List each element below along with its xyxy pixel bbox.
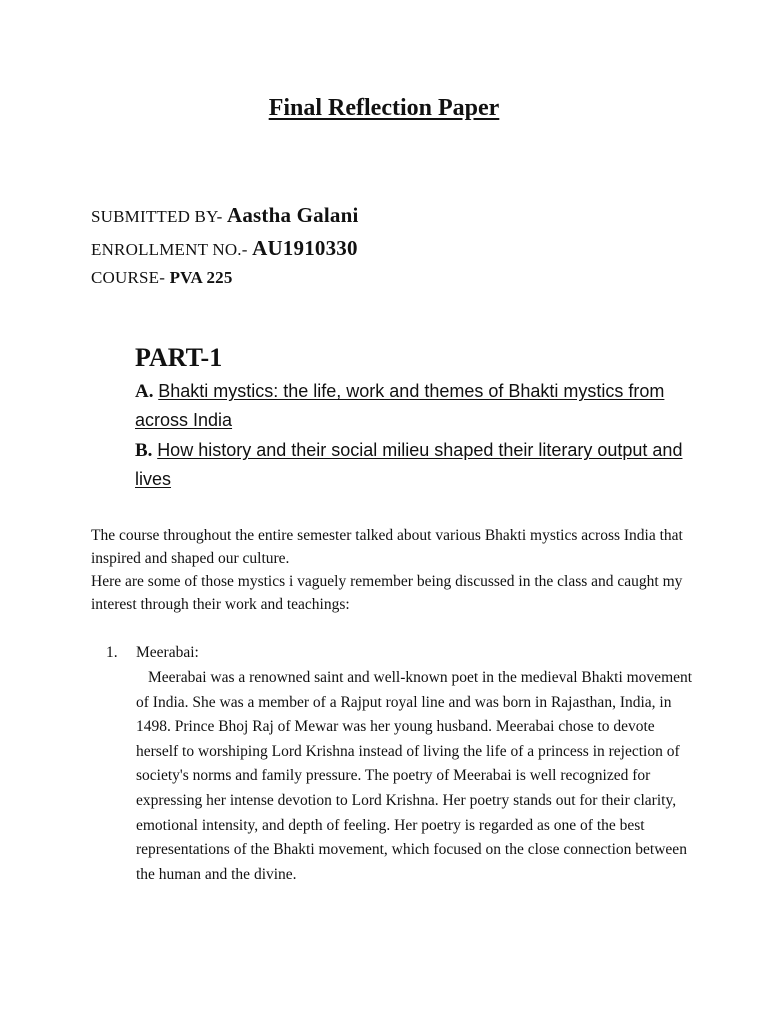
submitted-by-value: Aastha Galani [226,203,359,227]
intro-paragraph: The course throughout the entire semester talked about various Bhakti mystics across India that inspired and shaped our culture. [91,527,683,567]
enrollment-label: ENROLLMENT NO.- [91,240,248,259]
list-item-body: Meerabai was a renowned saint and well-known poet in the medieval Bhakti movement of India. She was a member of a Rajput royal line and was born in Rajasthan, India, in 1498. Prince Bhoj Raj of Mewar was her young husband. Meerabai chose to devote herself to worshiping Lord Krishna instead of living the life of a princess in rejection of society's norms and family pressure. The poetry of Meerabai is well recognized for expressing her intense devotion to Lord Krishna. Her poetry stands out for their clarity, emotional intensity, and depth of feeling. Her poetry is regarded as one of the best representations of the Bhakti movement, which focused on the close connection between the human and the divine. [136,669,693,883]
intro-paragraph: Here are some of those mystics i vaguely remember being discussed in the class and caught my interest through their work and teachings: [91,573,683,613]
page-title: Final Reflection Paper [268,95,500,121]
part-item-b [135,436,695,494]
list-item-title: Meerabai: [136,644,199,661]
list-item-heading [106,644,199,662]
enrollment-line [91,236,358,261]
part-item-text: How history and their social milieu shaped their literary output and lives [135,440,683,489]
part-item-letter: B. [135,440,153,461]
course-value: PVA 225 [169,268,233,287]
part-item-text: Bhakti mystics: the life, work and themes of Bhakti mystics from across India [135,381,665,430]
part-item-letter: A. [135,381,154,402]
course-label: COURSE- [91,268,166,287]
enrollment-value: AU1910330 [252,236,358,260]
course-line [91,268,233,288]
part-heading: PART-1 [135,343,223,372]
intro-paragraphs [91,524,691,616]
list-item-number: 1. [106,644,118,661]
submitted-by-line [91,203,359,228]
submitted-by-label: SUBMITTED BY- [91,207,223,226]
part-item-a [135,377,695,435]
